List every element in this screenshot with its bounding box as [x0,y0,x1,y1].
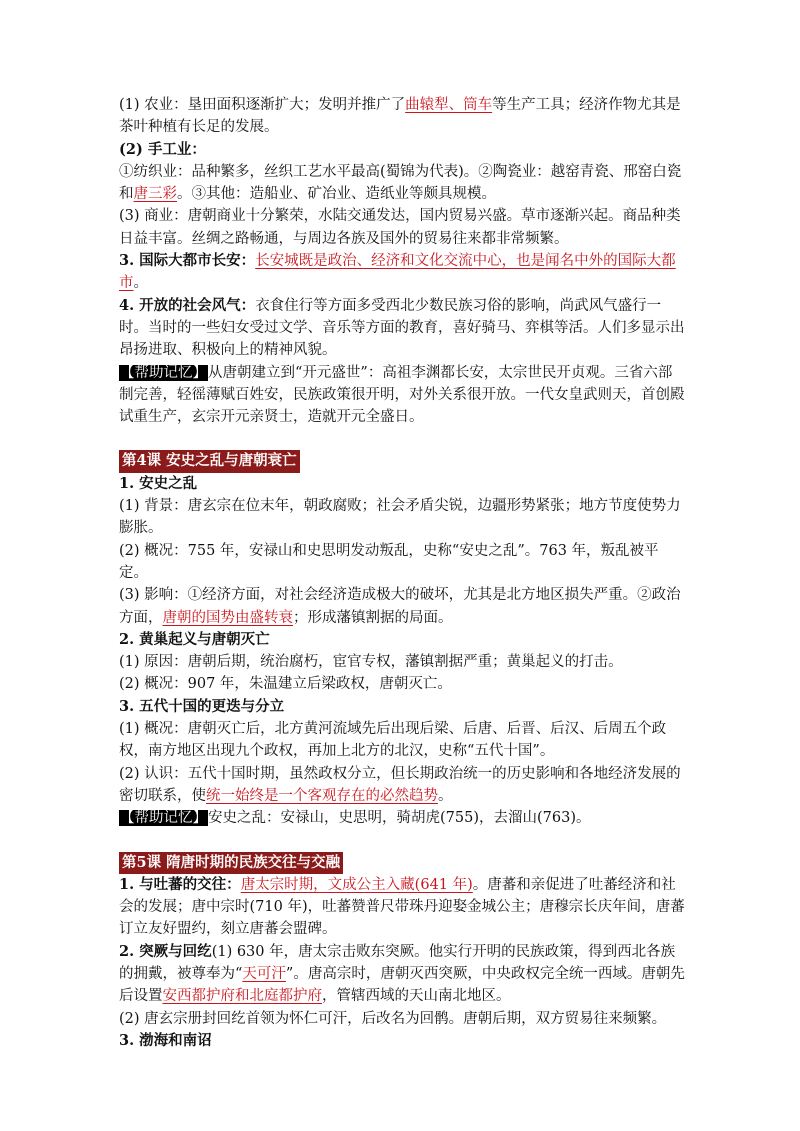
huangchao-title: 2. 黄巢起义与唐朝灭亡 [119,630,270,648]
tiankehan-highlight: 天可汗 [242,965,286,982]
tubo-label: 1. 与吐蕃的交往： [119,875,241,893]
changan-paragraph [119,250,685,295]
impact-text-end: ；形成藩镇割据的局面。 [293,609,453,626]
bohai-nanzhao-title: 3. 渤海和南诏 [119,1031,212,1049]
anshi-impact [119,584,685,629]
impact-text: (3) 影响：①经济方面，对社会经济造成极大的破坏，尤其是北方地区损失严重。②政治方面， [119,587,681,626]
social-paragraph [119,295,685,362]
lesson-5-heading: 第5课 隋唐时期的民族交往与交融 [119,852,343,874]
wencheng-highlight: 唐太宗时期，文成公主入藏(641 年) [240,876,473,893]
tujue-text-2: ”。唐高宗时，唐朝灭西突厥，中央政权完全统一西域。唐朝先后设置 [119,965,685,1005]
handicraft-text: ①纺织业：品种繁多，丝织工艺水平最高(蜀锦为代表)。②陶瓷业：越窑青瓷、邢窑白瓷和 [119,163,682,203]
changan-end: 。 [133,275,148,292]
changan-label: 3. 国际大都市长安： [119,252,256,270]
memo-text: 从唐朝建立到“开元盛世”：高祖李渊都长安，太宗世民开贞观。三省六部制完善，轻徭薄赋百姓安，民族政策很开明，对外关系很开放。一代女皇武则天，首创殿试重生产，玄宗开元亲贤士，造就开元全盛日。 [119,364,685,426]
anshi-overview: (2) 概况：755 年，安禄山和史思明发动叛乱，史称“安史之乱”。763 年，叛乱被平定。 [119,542,659,581]
agriculture-text: (1) 农业：垦田面积逐渐扩大；发明并推广了 [119,97,406,113]
tangsancai-highlight: 唐三彩 [133,186,177,203]
duhufu-highlight: 安西都护府和北庭都护府 [162,988,322,1005]
memo-tag-2: 【帮助记忆】 [120,810,207,827]
tujue-text: (1) 630 年，唐太宗击败东突厥。他实行开明的民族政策，得到西北各族的拥戴，被尊奉为“ [119,943,676,982]
huangchao-cause: (1) 原因：唐朝后期，统治腐朽，宦官专权，藩镇割据严重；黄巢起义的打击。 [119,654,623,671]
anshi-title: 1. 安史之乱 [119,474,198,492]
five-dynasties-overview: (1) 概况：唐朝灭亡后，北方黄河流域先后出现后梁、后唐、后晋、后汉、后周五个政权，南方地区出现九个政权，再加上北方的北汉，史称“五代十国”。 [119,721,667,760]
tubo-paragraph [119,874,685,941]
knowledge-end: 。 [438,787,453,804]
five-dynasties-knowledge [119,763,685,808]
handicraft-paragraph [119,161,685,206]
anshi-background: (1) 背景：唐玄宗在位末年，朝政腐败；社会矛盾尖锐，边疆形势紧张；地方节度使势力膨胀。 [119,498,681,537]
lesson-4-heading: 第4课 安史之乱与唐朝衰亡 [119,450,300,472]
handicraft-title: (2) 手工业： [119,140,206,158]
commerce-paragraph: (3) 商业：唐朝商业十分繁荣，水陆交通发达，国内贸易兴盛。草市逐渐兴起。商品种类日益丰富。丝绸之路畅通，与周边各族及国外的贸易往来都非常频繁。 [119,208,681,247]
huihe-paragraph: (2) 唐玄宗册封回纥首领为怀仁可汗，后改名为回鹘。唐朝后期，双方贸易往来频繁。 [119,1010,667,1027]
knowledge-text: (2) 认识：五代十国时期，虽然政权分立，但长期政治统一的历史影响和各地经济发展的密切联系，使 [119,765,681,804]
tujue-paragraph [119,941,685,1008]
memo-tag: 【帮助记忆】 [120,364,207,381]
handicraft-text-end: 。③其他：造船业、矿冶业、造纸业等颇具规模。 [177,186,496,203]
changan-highlight: 长安城既是政治、经济和文化交流中心，也是闻名中外的国际大都市 [119,253,676,292]
agriculture-text-end: 等生产工具；经济作物尤其是茶叶种植有长足的发展。 [119,97,681,136]
memo-paragraph-1 [119,362,685,429]
decline-highlight: 唐朝的国势由盛转衰 [162,609,293,626]
tujue-text-end: ，管辖西域的天山南北地区。 [322,988,511,1005]
unity-highlight: 统一始终是一个客观存在的必然趋势 [206,787,438,804]
social-text: 衣食住行等方面多受西北少数民族习俗的影响，尚武风气盛行一时。当时的一些妇女受过文学、音乐等方面的教育，喜好骑马、弈棋等活。人们多显示出昂扬进取、积极向上的精神风貌。 [119,297,685,359]
tang-fall: (2) 概况：907 年，朱温建立后梁政权，唐朝灭亡。 [119,676,452,693]
agriculture-paragraph [119,94,685,139]
memo-text-2: 安史之乱：安禄山，史思明，骑胡虎(755)，去溜山(763)。 [208,810,591,827]
document-page [119,94,685,1052]
memo-paragraph-2 [119,807,685,829]
tools-highlight: 曲辕犁、筒车 [405,97,493,113]
five-dynasties-title: 3. 五代十国的更迭与分立 [119,697,285,715]
social-label: 4. 开放的社会风气： [119,296,256,314]
tubo-text: 。唐蕃和亲促进了吐蕃经济和社会的发展；唐中宗时(710 年)，吐蕃赞普尺带珠丹迎娶金城公主；唐穆宗长庆年间，唐蕃订立友好盟约，刻立唐蕃会盟碑。 [119,876,685,938]
tujue-label: 2. 突厥与回纥 [119,942,212,960]
